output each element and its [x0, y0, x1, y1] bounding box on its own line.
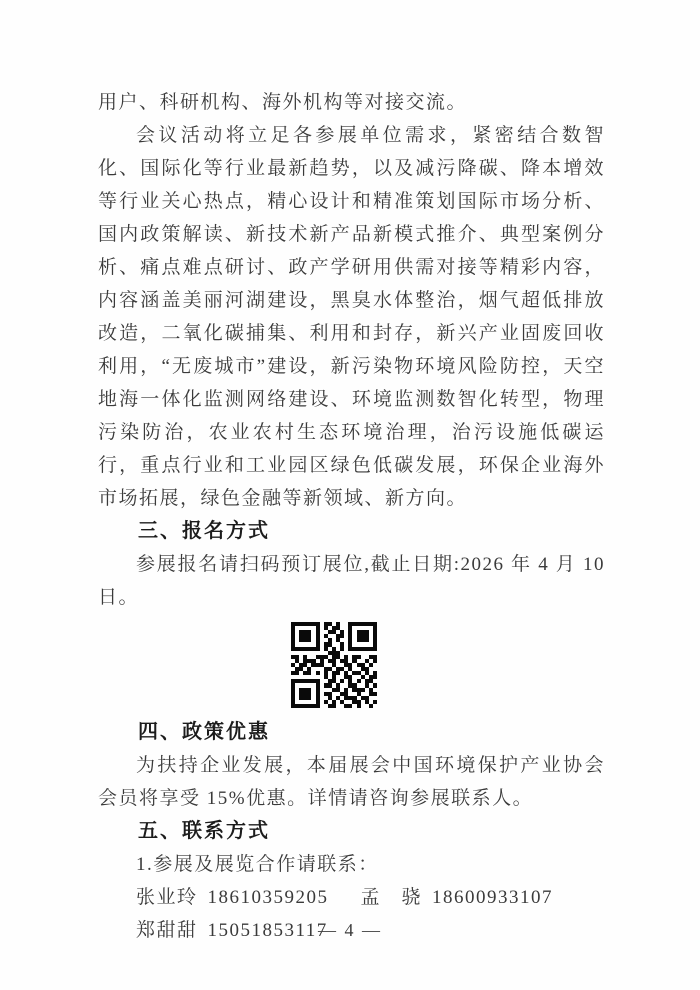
contact-name-3: 郑甜甜	[136, 920, 198, 941]
contact-row-1	[98, 881, 605, 914]
paragraph-registration: 参展报名请扫码预订展位,截止日期:2026 年 4 月 10 日。	[98, 554, 605, 608]
qr-code-container	[291, 622, 377, 708]
page-number-footer: — 4 —	[318, 920, 382, 940]
contact-phone-2: 18600933107	[432, 887, 554, 908]
contact-phone-1: 18610359205	[207, 887, 329, 908]
contact-name-1: 张业玲	[136, 887, 198, 908]
contact-phone-3: 15051853117	[207, 920, 328, 941]
paragraph-continuation: 用户、科研机构、海外机构等对接交流。	[98, 92, 468, 113]
document-content	[98, 86, 605, 947]
section-heading-contact: 五、联系方式	[138, 820, 270, 842]
contact-intro: 1.参展及展览合作请联系：	[136, 854, 379, 875]
paragraph-meetings: 会议活动将立足各参展单位需求，紧密结合数智化、国际化等行业最新趋势，以及减污降碳、降本增效等行业关心热点，精心设计和精准策划国际市场分析、国内政策解读、新技术新产品新模式推介、典型案例分析、痛点难点研讨、政产学研用供需对接等精彩内容，内容涵盖美丽河湖建设，黑臭水体整治，烟气超低排放改造，二氧化碳捕集、利用和封存，新兴产业固废回收利用，“无废城市”建设，新污染物环境风险防控，天空地海一体化监测网络建设、环境监测数智化转型，物理污染防治，农业农村生态环境治理，治污设施低碳运行，重点行业和工业园区绿色低碳发展，环保企业海外市场拓展，绿色金融等新领域、新方向。	[98, 125, 605, 509]
section-heading-registration: 三、报名方式	[138, 520, 270, 542]
qr-code	[291, 622, 377, 708]
paragraph-policy: 为扶持企业发展，本届展会中国环境保护产业协会会员将享受 15%优惠。详情请咨询参展联系人。	[98, 755, 605, 809]
contact-name-2: 孟 骁	[360, 887, 423, 908]
section-heading-policy: 四、政策优惠	[138, 721, 270, 743]
